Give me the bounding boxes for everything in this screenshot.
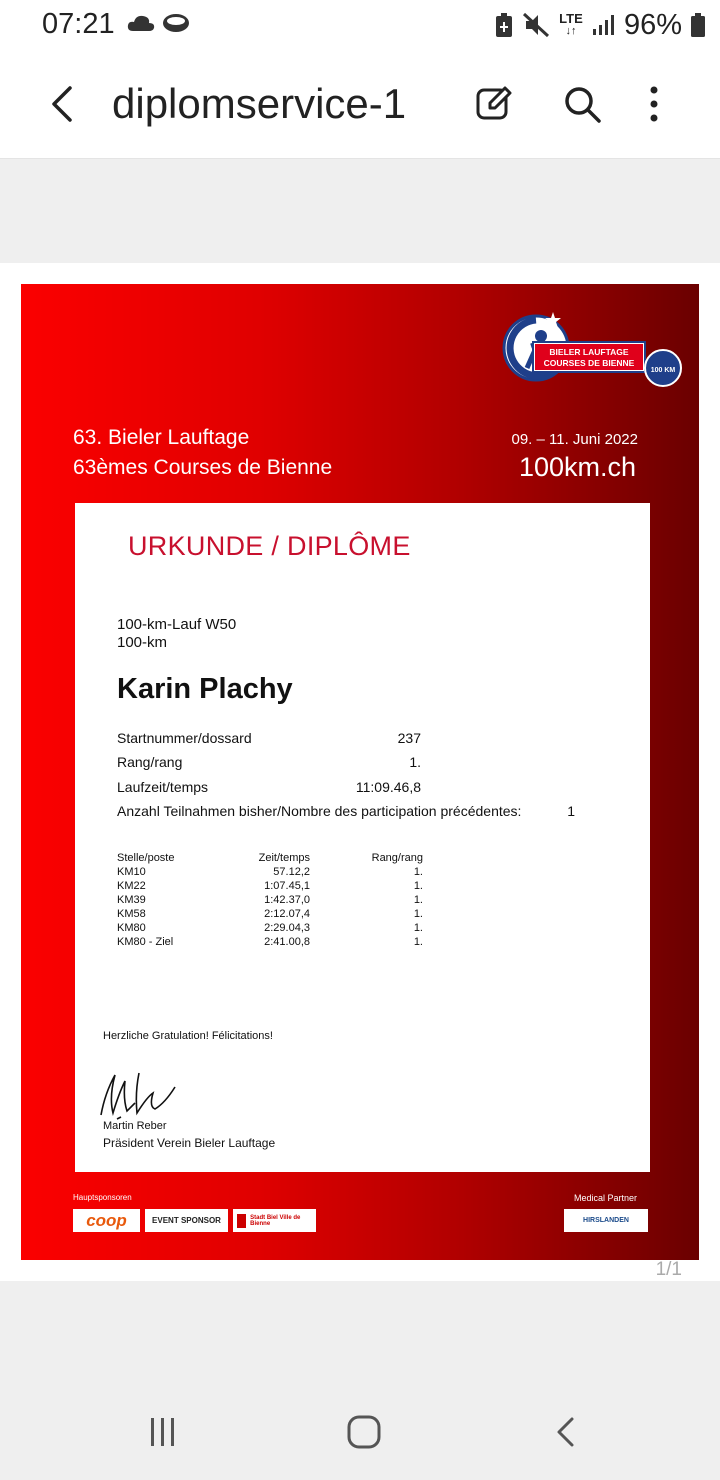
battery-percent: 96%	[623, 8, 682, 41]
sponsor-event-logo: EVENT SPONSOR	[145, 1209, 228, 1232]
diploma-page	[21, 284, 699, 1260]
split-time: 1:07.45,1	[264, 880, 310, 892]
status-bar	[0, 0, 720, 50]
split-rank: 1.	[413, 922, 423, 934]
bieler-lauftage-logo	[491, 306, 686, 394]
network-indicator: LTE ↓↑	[559, 11, 583, 37]
biel-crest-icon	[237, 1214, 246, 1228]
split-station: KM39	[117, 894, 146, 906]
medical-partner-label: Medical Partner	[573, 1193, 637, 1203]
detail-value: 11:09.46,8	[355, 779, 421, 795]
edit-icon[interactable]	[474, 84, 514, 124]
event-name-de: 63. Bieler Lauftage	[73, 426, 250, 449]
splits-header: Stelle/poste	[117, 852, 175, 864]
split-station: KM22	[117, 880, 146, 892]
certificate-card	[75, 503, 650, 1172]
home-icon[interactable]	[346, 1414, 382, 1450]
detail-label: Rang/rang	[117, 754, 183, 770]
medical-partner-logo: HIRSLANDEN	[564, 1209, 648, 1232]
split-rank: 1.	[413, 894, 423, 906]
svg-text:COURSES DE BIENNE: COURSES DE BIENNE	[543, 358, 635, 368]
detail-label: Startnummer/dossard	[117, 730, 252, 746]
split-time: 2:12.07,4	[264, 908, 310, 920]
battery-icon	[690, 12, 706, 38]
split-rank: 1.	[413, 866, 423, 878]
congratulations-text: Herzliche Gratulation! Félicitations!	[103, 1030, 273, 1042]
split-rank: 1.	[413, 880, 423, 892]
runner-name: Karin Plachy	[117, 673, 293, 705]
event-name-fr: 63èmes Courses de Bienne	[73, 456, 333, 479]
event-date: 09. – 11. Juni 2022	[511, 431, 638, 448]
status-time: 07:21	[42, 8, 115, 40]
split-station: KM10	[117, 866, 146, 878]
document-title: diplomservice-1	[112, 80, 407, 127]
splits-header: Rang/rang	[371, 852, 423, 864]
distance-label: 100-km	[117, 634, 168, 651]
category-label: 100-km-Lauf W50	[117, 616, 237, 633]
signer-name: Martin Reber	[103, 1120, 167, 1132]
app-bar	[0, 50, 720, 159]
split-station: KM80 - Ziel	[117, 936, 174, 948]
svg-text:BIELER LAUFTAGE: BIELER LAUFTAGE	[549, 347, 629, 357]
svg-text:100 KM: 100 KM	[650, 367, 676, 374]
cloud-icon	[127, 14, 155, 32]
race-category	[117, 616, 236, 652]
split-time: 2:29.04,3	[264, 922, 310, 934]
signal-icon	[592, 14, 616, 36]
split-time: 57.12,2	[273, 866, 310, 878]
sponsor-biel-text: Stadt Biel Ville de Bienne	[250, 1214, 301, 1227]
search-icon[interactable]	[562, 84, 602, 124]
detail-value: 1.	[409, 754, 421, 770]
sponsor-coop-logo: coop	[73, 1209, 140, 1232]
mute-icon	[522, 12, 550, 38]
split-rank: 1.	[413, 908, 423, 920]
split-rank: 1.	[413, 936, 423, 948]
detail-value: 237	[397, 730, 421, 746]
recents-icon[interactable]	[147, 1416, 179, 1448]
split-station: KM80	[117, 922, 146, 934]
split-time: 1:42.37,0	[264, 894, 310, 906]
detail-value: 1	[567, 803, 575, 819]
signer-role: Präsident Verein Bieler Lauftage	[103, 1136, 276, 1150]
detail-label: Laufzeit/temps	[117, 779, 209, 795]
split-station: KM58	[117, 908, 146, 920]
sponsor-biel-logo	[233, 1209, 316, 1232]
back-arrow-icon[interactable]	[44, 82, 80, 126]
signature	[95, 1063, 185, 1123]
event-website: 100km.ch	[518, 452, 636, 482]
more-vert-icon[interactable]	[640, 84, 668, 124]
sponsors-label: Hauptsponsoren	[73, 1193, 132, 1202]
cloud-sync-icon	[161, 12, 191, 34]
split-time: 2:41.00,8	[264, 936, 310, 948]
detail-label: Anzahl Teilnahmen bisher/Nombre des participation précédentes:	[117, 803, 522, 819]
system-nav-bar	[0, 1390, 720, 1480]
back-icon[interactable]	[554, 1416, 578, 1448]
certificate-title: URKUNDE / DIPLÔME	[128, 531, 411, 561]
battery-saver-icon	[494, 12, 514, 38]
page-counter: 1/1	[655, 1259, 682, 1280]
splits-header: Zeit/temps	[258, 852, 310, 864]
